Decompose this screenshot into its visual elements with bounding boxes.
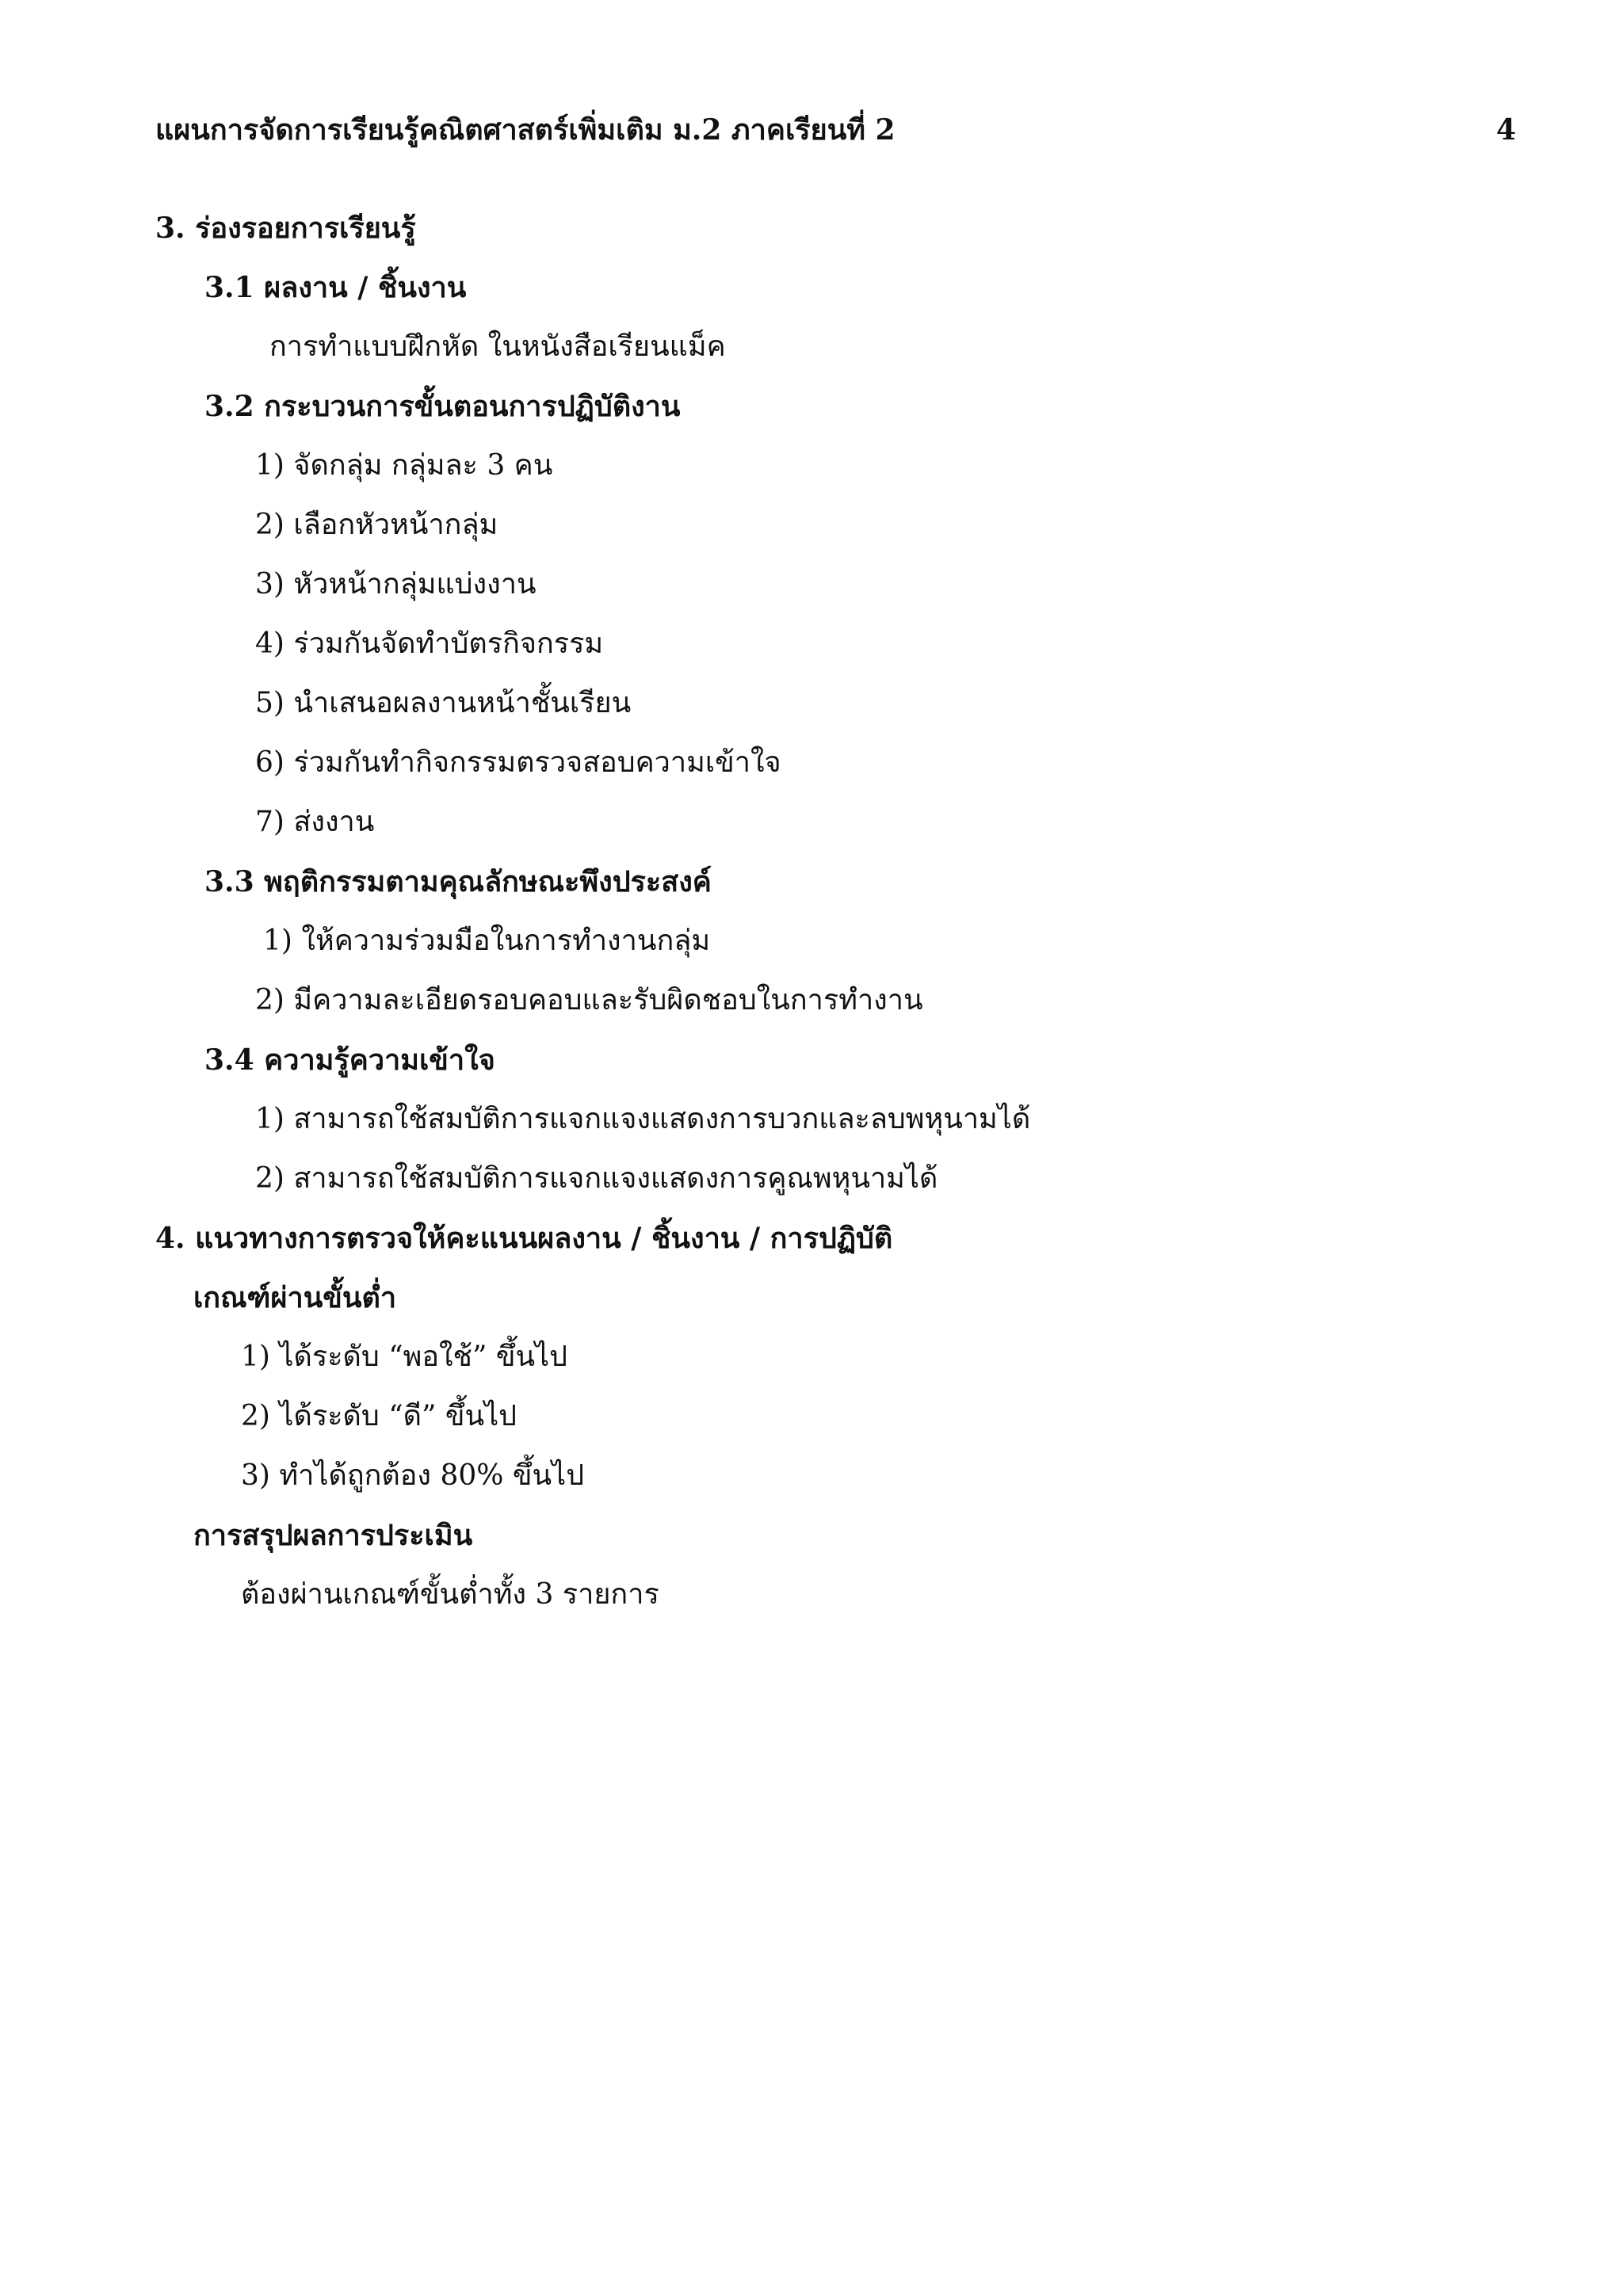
section-4-heading: 4. แนวทางการตรวจให้คะแนนผลงาน / ชิ้นงาน / การปฏิบัติ (155, 1222, 893, 1255)
process-step: 6) ร่วมกันทำกิจกรรมตรวจสอบความเข้าใจ (255, 746, 781, 779)
section-3-3-heading: 3.3 พฤติกรรมตามคุณลักษณะพึงประสงค์ (204, 865, 712, 898)
process-step: 1) จัดกลุ่ม กลุ่มละ 3 คน (255, 449, 553, 482)
criteria-heading: เกณฑ์ผ่านขั้นต่ำ (193, 1281, 397, 1314)
process-step: 5) นำเสนอผลงานหน้าชั้นเรียน (255, 687, 632, 719)
behavior-item: 2) มีความละเอียดรอบคอบและรับผิดชอบในการทำงาน (255, 984, 923, 1016)
process-step: 2) เลือกหัวหน้ากลุ่ม (255, 509, 498, 541)
criteria-item: 1) ได้ระดับ “พอใช้” ขึ้นไป (241, 1341, 568, 1373)
summary-text: ต้องผ่านเกณฑ์ขั้นต่ำทั้ง 3 รายการ (241, 1578, 659, 1611)
page-number: 4 (1496, 113, 1517, 147)
criteria-item: 3) ทำได้ถูกต้อง 80% ขึ้นไป (241, 1459, 585, 1492)
section-3-4-heading: 3.4 ความรู้ความเข้าใจ (204, 1043, 495, 1077)
process-step: 4) ร่วมกันจัดทำบัตรกิจกรรม (255, 627, 604, 660)
header-title: แผนการจัดการเรียนรู้คณิตศาสตร์เพิ่มเติม ม.2 ภาคเรียนที่ 2 (155, 113, 896, 147)
process-step: 3) หัวหน้ากลุ่มแบ่งงาน (255, 568, 537, 601)
behavior-item: 1) ให้ความร่วมมือในการทำงานกลุ่ม (263, 925, 711, 957)
knowledge-item: 1) สามารถใช้สมบัติการแจกแจงแสดงการบวกและลบพหุนามได้ (255, 1103, 1031, 1135)
summary-heading: การสรุปผลการประเมิน (193, 1519, 473, 1552)
section-3-2-heading: 3.2 กระบวนการขั้นตอนการปฏิบัติงาน (204, 390, 681, 423)
criteria-item: 2) ได้ระดับ “ดี” ขึ้นไป (241, 1400, 517, 1432)
section-3-1-heading: 3.1 ผลงาน / ชิ้นงาน (204, 271, 467, 304)
knowledge-item: 2) สามารถใช้สมบัติการแจกแจงแสดงการคูณพหุนามได้ (255, 1162, 938, 1195)
section-3-1-text: การทำแบบฝึกหัด ในหนังสือเรียนแม็ค (269, 330, 726, 363)
process-step: 7) ส่งงาน (255, 806, 375, 838)
section-3-heading: 3. ร่องรอยการเรียนรู้ (155, 212, 416, 245)
